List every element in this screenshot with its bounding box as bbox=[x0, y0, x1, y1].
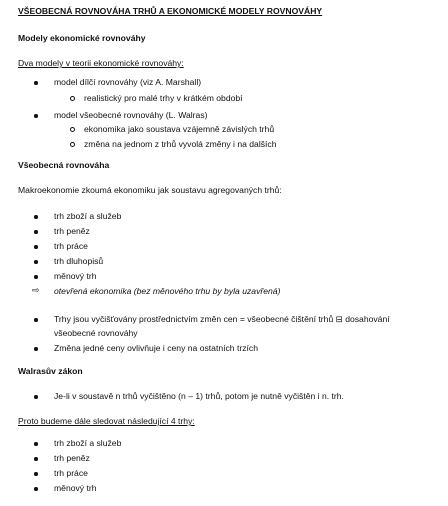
document-title: VŠEOBECNÁ ROVNOVÁHA TRHŮ A EKONOMICKÉ MODELY ROVNOVÁHY bbox=[18, 6, 323, 16]
bullet-icon bbox=[34, 114, 38, 118]
market-item: měnový trh bbox=[54, 483, 97, 493]
bullet-icon bbox=[34, 487, 38, 491]
sub-item-general-2: změna na jednom z trhů vyvolá změny i na dalších bbox=[84, 139, 277, 149]
bullet-icon bbox=[34, 472, 38, 476]
sub-item-general-1: ekonomika jako soustava vzájemně závislých trhů bbox=[84, 124, 275, 134]
market-item: trh zboží a služeb bbox=[54, 211, 122, 221]
bullet-icon bbox=[34, 260, 38, 264]
clearing-item-line-1: Trhy jsou vyčišťovány prostřednictvím změn cen = všeobecné čištění trhů ⊟ dosahování bbox=[54, 314, 390, 324]
arrow-icon: ⇨ bbox=[32, 285, 40, 295]
market-item: trh peněz bbox=[54, 226, 90, 236]
bullet-icon bbox=[34, 230, 38, 234]
market-item: trh zboží a služeb bbox=[54, 438, 122, 448]
bullet-icon bbox=[34, 442, 38, 446]
section-heading-walras: Walrasův zákon bbox=[18, 366, 83, 376]
market-item: trh práce bbox=[54, 468, 88, 478]
list-item-partial-model: model dílčí rovnováhy (viz A. Marshall) bbox=[54, 77, 202, 87]
walras-law-item: Je-li v soustavě n trhů vyčištěno (n – 1) trhů, potom je nutně vyčištěn i n. trh. bbox=[54, 391, 344, 401]
bullet-icon bbox=[34, 215, 38, 219]
list-item-general-model: model všeobecné rovnováhy (L. Walras) bbox=[54, 110, 208, 120]
circle-bullet-icon bbox=[70, 127, 75, 132]
section-heading-models: Modely ekonomické rovnováhy bbox=[18, 33, 146, 43]
sub-item-partial: realistický pro malé trhy v krátkém období bbox=[84, 93, 243, 103]
models-intro: Dva modely v teorii ekonomické rovnováhy: bbox=[18, 58, 184, 68]
followup-text: Proto budeme dále sledovat následující 4 trhy: bbox=[18, 416, 195, 426]
market-item: trh dluhopisů bbox=[54, 256, 104, 266]
bullet-icon bbox=[34, 318, 38, 322]
bullet-icon bbox=[34, 395, 38, 399]
bullet-icon bbox=[34, 245, 38, 249]
market-item: trh peněz bbox=[54, 453, 90, 463]
bullet-icon bbox=[34, 81, 38, 85]
section-heading-general: Všeobecná rovnováha bbox=[18, 160, 110, 170]
bullet-icon bbox=[34, 457, 38, 461]
price-change-item: Změna jedné ceny ovlivňuje i ceny na ostatních trzích bbox=[54, 343, 258, 353]
general-intro: Makroekonomie zkoumá ekonomiku jak soustavu agregovaných trhů: bbox=[18, 185, 282, 195]
bullet-icon bbox=[34, 347, 38, 351]
circle-bullet-icon bbox=[70, 96, 75, 101]
market-item: měnový trh bbox=[54, 271, 97, 281]
arrow-note: otevřená ekonomika (bez měnového trhu by byla uzavřená) bbox=[54, 286, 281, 296]
bullet-icon bbox=[34, 275, 38, 279]
clearing-item-line-2: všeobecné rovnováhy bbox=[54, 328, 138, 338]
circle-bullet-icon bbox=[70, 142, 75, 147]
market-item: trh práce bbox=[54, 241, 88, 251]
